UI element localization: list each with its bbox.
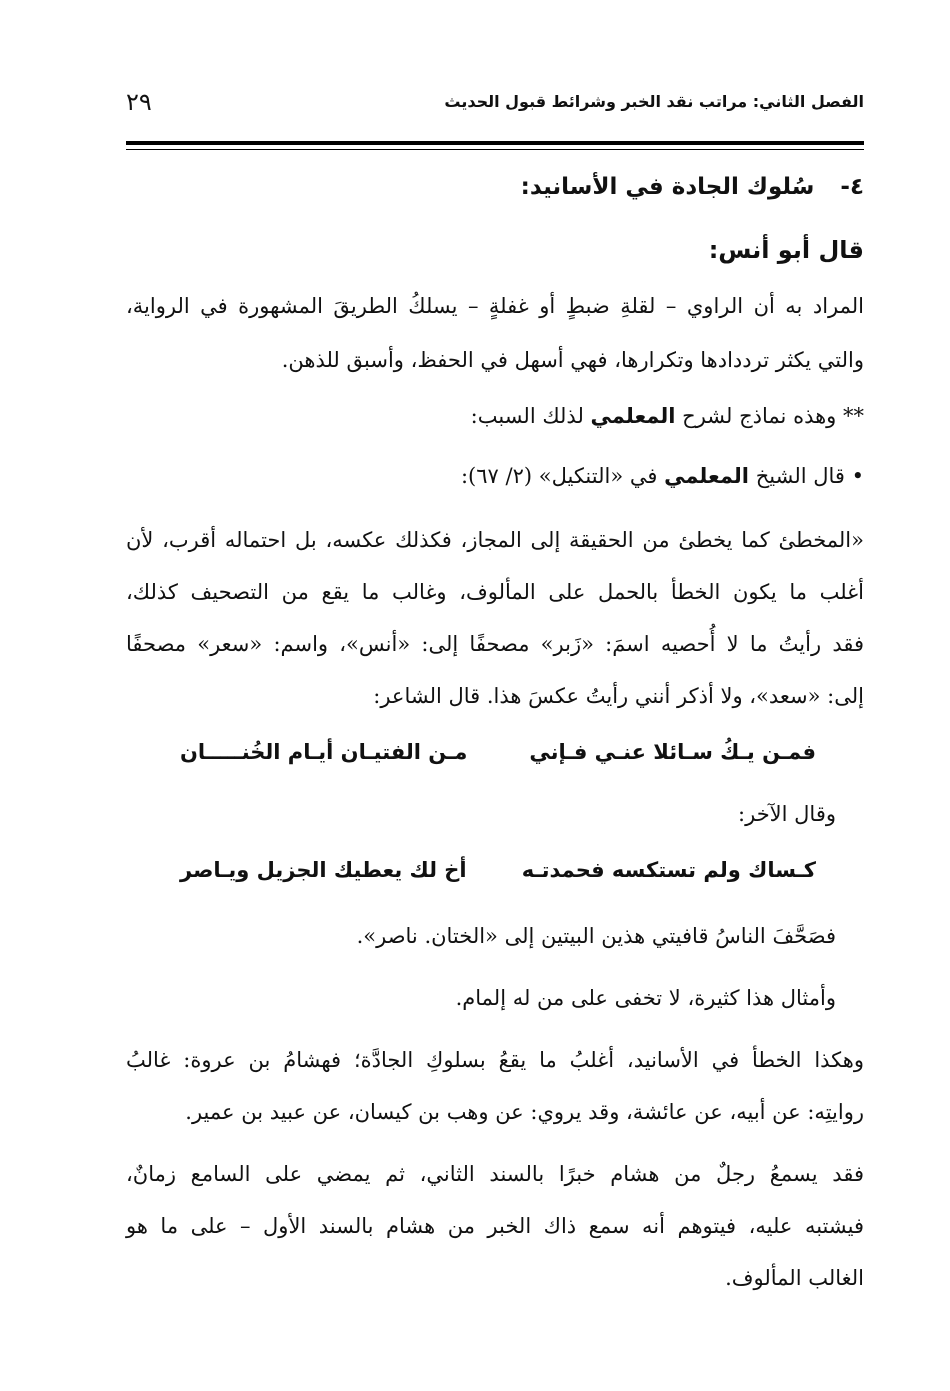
header-rule-thick (126, 141, 864, 145)
paragraph-line: والتي يكثر ترددادها وتكرارها، فهي أسهل في الحفظ، وأسبق للذهن. (281, 348, 864, 372)
author-name: المعلمي (590, 404, 676, 428)
models-prefix: ** وهذه نماذج لشرح (682, 404, 864, 428)
quote-prefix: • قال الشيخ (755, 464, 864, 488)
quote-suffix: في «التنكيل» (٢/ ٦٧): (460, 464, 658, 488)
paragraph-line: فيشتبه عليه، فيتوهم أنه سمع ذاك الخبر من هشام بالسند الأول – على ما هو (126, 1214, 864, 1238)
quote-line: إلى: «سعد»، ولا أذكر أنني رأيتُ عكسَ هذا. قال الشاعر: (373, 684, 864, 708)
models-suffix: لذلك السبب: (470, 404, 584, 428)
paragraph-line: روايتِه: عن أبيه، عن عائشة، وقد يروي: عن وهب بن كيسان، عن عبيد بن عمير. (185, 1100, 864, 1124)
verse-second-hemistich: أخ لك يعطيك الجزيل ويـاصر (180, 858, 467, 882)
section-heading (521, 174, 864, 200)
verse-first-hemistich: فمـن يـكُ سـائلا عنـي فـإني (529, 740, 816, 764)
paragraph-line: وأمثال هذا كثيرة، لا تخفى على من له إلمام. (455, 986, 836, 1010)
paragraph-line: المراد به أن الراوي – لقلةِ ضبطٍ أو غفلةٍ – يسلكُ الطريقَ المشهورة في الرواية، (126, 294, 864, 318)
quote-intro (461, 464, 864, 488)
other-poet-intro: وقال الآخر: (738, 802, 836, 826)
quote-line: «المخطئ كما يخطئ من الحقيقة إلى المجاز، فكذلك عكسه، بل احتماله أقرب، لأن (126, 528, 864, 552)
speaker-heading: قال أبو أنس: (708, 236, 864, 264)
models-intro (471, 404, 864, 428)
paragraph-line: فصَحَّفَ الناسُ قافيتي هذين البيتين إلى «الختان. ناصر». (356, 924, 836, 948)
running-header (126, 90, 864, 130)
paragraph-line: الغالب المألوف. (725, 1266, 864, 1290)
page-number: ٢٩ (126, 88, 152, 116)
author-name: المعلمي (664, 464, 750, 488)
chapter-title: الفصل الثاني: مراتب نقد الخبر وشرائط قبول الحديث (444, 92, 864, 111)
paragraph-line: فقد يسمعُ رجلٌ من هشام خبرًا بالسند الثاني، ثم يمضي على السامع زمانٌ، (126, 1162, 864, 1186)
quote-line: فقد رأيتُ ما لا أُحصيه اسمَ: «زَبر» مصحفًا إلى: «أنس»، واسم: «سعر» مصحفًا (126, 632, 864, 656)
verse-first-hemistich: كـساك ولم تستكسه فحمدتـه (521, 858, 816, 882)
section-title: سُلوك الجادة في الأسانيد: (520, 174, 815, 200)
section-number: ٤- (840, 174, 864, 200)
header-rule-thin (126, 149, 864, 150)
paragraph-line: وهكذا الخطأ في الأسانيد، أغلبُ ما يقعُ بسلوكِ الجادَّة؛ فهشامُ بن عروة: غالبُ (126, 1048, 864, 1072)
verse-second-hemistich: مـن الفتيـان أيـام الخُنـــــان (180, 740, 468, 764)
quote-line: أغلب ما يكون الخطأ بالحمل على المألوف، وغالب ما يقع من التصحيف كذلك، (126, 580, 864, 604)
